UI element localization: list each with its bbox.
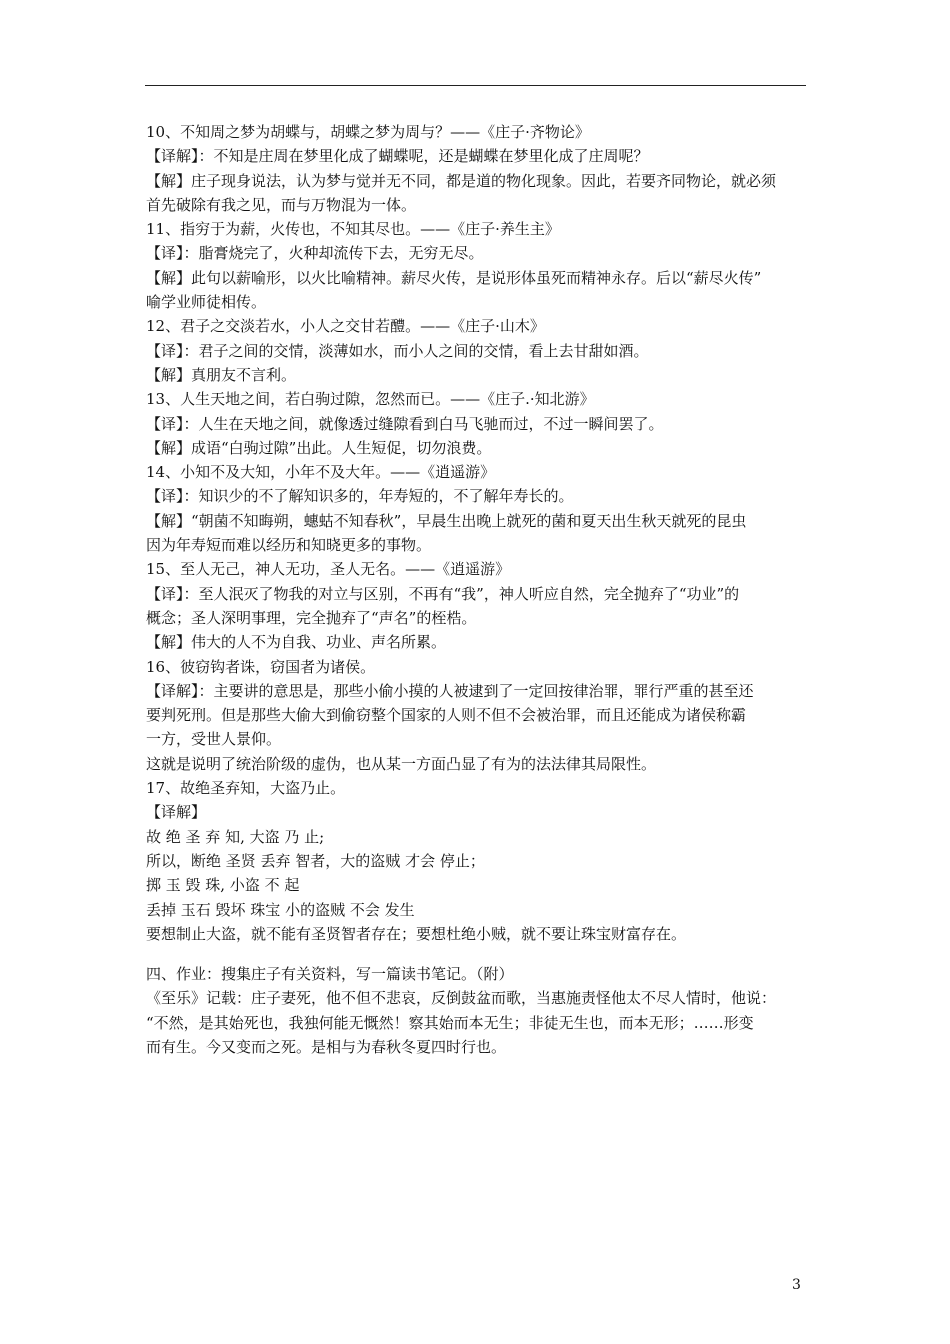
text-line: 故 绝 圣 弃 知, 大盗 乃 止; (146, 827, 325, 846)
text-line: 【解】此句以薪喻形，以火比喻精神。薪尽火传，是说形体虽死而精神永存。后以“薪尽火传” (146, 268, 762, 287)
text-line: 12、君子之交淡若水，小人之交甘若醴。——《庄子·山木》 (146, 317, 545, 336)
page-number: 3 (792, 1277, 801, 1293)
text-line: 【解】庄子现身说法，认为梦与觉并无不同，都是道的物化现象。因此，若要齐同物论，就必须 (146, 171, 777, 190)
text-line: 【解】真朋友不言利。 (146, 365, 297, 384)
text-line: 丢掉 玉石 毁坏 珠宝 小的盗贼 不会 发生 (146, 900, 415, 919)
text-line: 【解】伟大的人不为自我、功业、声名所累。 (146, 633, 447, 652)
paragraph-gap (146, 946, 808, 962)
text-line: “不然，是其始死也，我独何能无慨然！察其始而本无生；非徒无生也，而本无形；……形变 (146, 1013, 754, 1032)
text-line: 而有生。今又变而之死。是相与为春秋冬夏四时行也。 (146, 1037, 507, 1056)
text-line: 【译】：人生在天地之间，就像透过缝隙看到白马飞驰而过，不过一瞬间罢了。 (146, 414, 664, 433)
header-rule (145, 85, 806, 86)
text-line: 【译】：君子之间的交情，淡薄如水，而小人之间的交情，看上去甘甜如酒。 (146, 341, 649, 360)
text-line: 【译解】 (146, 803, 207, 822)
text-line: 16、彼窃钩者诛，窃国者为诸侯。 (146, 657, 376, 676)
text-line: 13、人生天地之间，若白驹过隙，忽然而已。——《庄子.·知北游》 (146, 390, 595, 409)
text-line: 【译解】：主要讲的意思是，那些小偷小摸的人被逮到了一定回按律治罪，罪行严重的甚至还 (146, 681, 754, 700)
document-body (146, 120, 808, 1059)
text-line: 【译】：脂膏烧完了，火种却流传下去，无穷无尽。 (146, 244, 484, 263)
text-line: 概念；圣人深明事理，完全抛弃了“声名”的桎梏。 (146, 608, 477, 627)
text-line: 14、小知不及大知，小年不及大年。——《逍遥游》 (146, 463, 496, 482)
text-line: 17、故绝圣弃知，大盗乃止。 (146, 779, 346, 798)
text-line: 这就是说明了统治阶级的虚伪，也从某一方面凸显了有为的法法律其局限性。 (146, 754, 657, 773)
text-line: 首先破除有我之见，而与万物混为一体。 (146, 195, 417, 214)
text-line: 掷 玉 毁 珠, 小盗 不 起 (146, 876, 300, 895)
text-line: 《至乐》记载：庄子妻死，他不但不悲哀，反倒鼓盆而歌，当惠施责怪他太不尽人情时，他说： (146, 989, 777, 1008)
text-line: 10、不知周之梦为胡蝶与，胡蝶之梦为周与？——《庄子·齐物论》 (146, 123, 590, 141)
text-line: 喻学业师徒相传。 (146, 293, 267, 312)
text-line: 因为年寿短而难以经历和知晓更多的事物。 (146, 536, 432, 555)
text-line: 所以，断绝 圣贤 丢弃 智者，大的盗贼 才会 停止； (146, 851, 485, 870)
text-line: 【译】：知识少的不了解知识多的，年寿短的，不了解年寿长的。 (146, 487, 574, 506)
text-line: 11、指穷于为薪，火传也，不知其尽也。——《庄子·养生主》 (146, 220, 560, 239)
text-line: 【解】成语“白驹过隙”出此。人生短促，切勿浪费。 (146, 438, 492, 457)
text-line: 【解】“朝菌不知晦朔，蟪蛄不知春秋”，早晨生出晚上就死的菌和夏天出生秋天就死的昆虫 (146, 511, 747, 530)
text-line: 【译解】：不知是庄周在梦里化成了蝴蝶呢，还是蝴蝶在梦里化成了庄周呢？ (146, 147, 649, 166)
text-line: 【译】：至人泯灭了物我的对立与区别，不再有“我”，神人听应自然，完全抛弃了“功业”的 (146, 584, 740, 603)
homework-heading: 四、作业：搜集庄子有关资料，写一篇读书笔记。（附） (146, 965, 514, 984)
text-line: 要判死刑。但是那些大偷大到偷窃整个国家的人则不但不会被治罪，而且还能成为诸侯称霸 (146, 706, 747, 725)
text-line: 要想制止大盗，就不能有圣贤智者存在；要想杜绝小贼，就不要让珠宝财富存在。 (146, 924, 687, 943)
text-line: 一方，受世人景仰。 (146, 730, 282, 749)
text-line: 15、至人无己，神人无功，圣人无名。——《逍遥游》 (146, 560, 511, 579)
